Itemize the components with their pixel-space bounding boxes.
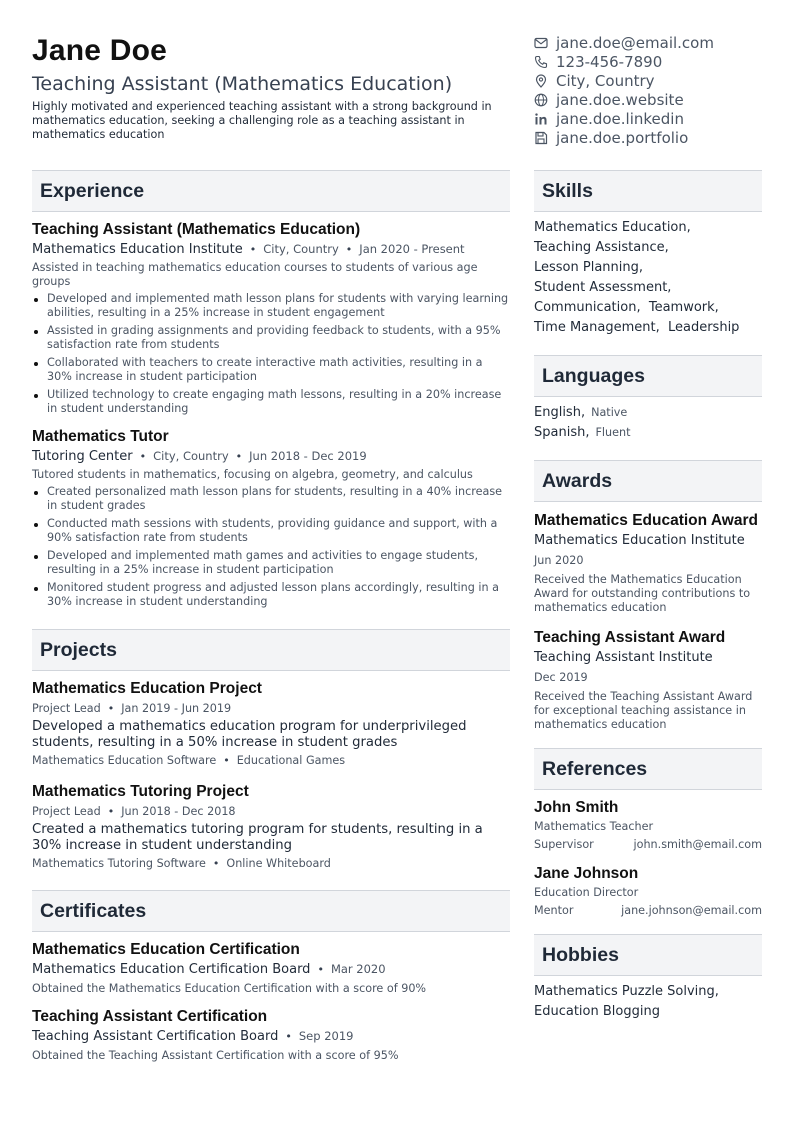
contact-website-text: jane.doe.website <box>556 90 684 109</box>
separator-dot: • <box>107 702 115 715</box>
skill-line: Time Management, Leadership <box>534 320 740 335</box>
contact-linkedin-text: jane.doe.linkedin <box>556 109 684 128</box>
certificates-heading <box>32 890 510 932</box>
hobby-line: Mathematics Puzzle Solving, <box>534 984 719 999</box>
hobbies-heading <box>534 934 762 976</box>
project-meta <box>32 805 510 818</box>
skill-line: Student Assessment, <box>534 280 672 295</box>
award-description: Received the Mathematics Education Award for outstanding contributions to mathematics education <box>534 573 751 614</box>
job-description: Tutored students in mathematics, focusing on algebra, geometry, and calculus <box>32 468 473 481</box>
hobby-line: Education Blogging <box>534 1004 660 1019</box>
skills-heading-text: Skills <box>542 179 593 202</box>
reference-email[interactable]: john.smith@email.com <box>633 838 762 851</box>
language-level: Fluent <box>595 426 631 439</box>
skill-line: Communication, Teamwork, <box>534 300 719 315</box>
languages-list <box>534 403 762 443</box>
hobbies-list <box>534 982 762 1022</box>
job-description: Assisted in teaching mathematics education courses to students of various age groups <box>32 261 478 288</box>
job-meta <box>32 242 510 257</box>
job-bullet: Conducted math sessions with students, providing guidance and support, with a 90% satisfaction rate from students <box>32 517 510 545</box>
contact-phone-text: 123-456-7890 <box>556 52 663 71</box>
references-heading-text: References <box>542 757 648 780</box>
job-bullet: Developed and implemented math lesson plans for students with varying learning abilities, resulting in a 25% increase in student engagement <box>32 292 510 320</box>
contact-portfolio[interactable] <box>534 128 764 147</box>
candidate-role: Teaching Assistant (Mathematics Education) <box>32 73 453 95</box>
summary: Highly motivated and experienced teaching assistant with a strong background in mathematics education, seeking a challenging role as a teaching assistant in mathematics education <box>32 100 492 141</box>
awards-heading-text: Awards <box>542 469 613 492</box>
language-level: Native <box>591 406 628 419</box>
separator-dot: • <box>235 450 243 463</box>
experience-item <box>32 428 510 609</box>
contact-location-text: City, Country <box>556 71 655 90</box>
languages-heading-text: Languages <box>542 364 645 387</box>
job-bullet: Utilized technology to create engaging math lessons, resulting in a 20% increase in student understanding <box>32 388 510 416</box>
certificate-meta <box>32 962 510 977</box>
side-column <box>534 170 762 1022</box>
location-icon <box>534 74 548 88</box>
separator-dot: • <box>285 1030 292 1043</box>
reference-relation: Supervisor <box>534 838 594 851</box>
certificates-heading-text: Certificates <box>40 899 147 922</box>
contact-website[interactable] <box>534 90 764 109</box>
award-title: Mathematics Education Award <box>534 512 758 529</box>
reference-name: John Smith <box>534 799 619 816</box>
project-role: Project Lead <box>32 702 101 715</box>
reference-email[interactable]: jane.johnson@email.com <box>621 904 762 917</box>
certificate-issuer: Teaching Assistant Certification Board <box>32 1029 279 1044</box>
reference-contact <box>534 904 762 917</box>
awards-heading <box>534 460 762 502</box>
job-company: Tutoring Center <box>32 449 133 464</box>
project-tag: Educational Games <box>236 754 346 767</box>
certificate-title: Teaching Assistant Certification <box>32 1008 268 1025</box>
job-location: City, Country <box>153 449 229 463</box>
linkedin-icon <box>534 112 548 126</box>
contact-linkedin[interactable] <box>534 109 764 128</box>
job-bullet: Collaborated with teachers to create interactive math activities, resulting in a 30% increase in student participation <box>32 356 510 384</box>
award-description: Received the Teaching Assistant Award for exceptional teaching assistance in mathematics education <box>534 690 753 731</box>
award-item <box>534 511 762 615</box>
award-org: Mathematics Education Institute <box>534 533 745 548</box>
project-tags <box>32 857 510 870</box>
certificate-issuer: Mathematics Education Certification Board <box>32 962 311 977</box>
language-name: Spanish, <box>534 425 590 440</box>
globe-icon <box>534 93 548 107</box>
skill-line: Mathematics Education, <box>534 220 691 235</box>
experience-heading <box>32 170 510 212</box>
reference-title: Education Director <box>534 886 639 899</box>
skill-line: Teaching Assistance, <box>534 240 669 255</box>
job-title: Teaching Assistant (Mathematics Education) <box>32 221 361 238</box>
reference-name: Jane Johnson <box>534 865 639 882</box>
contact-email[interactable] <box>534 33 764 52</box>
projects-heading <box>32 629 510 671</box>
job-bullet: Monitored student progress and adjusted lesson plans accordingly, resulting in a 30% increase in student understanding <box>32 581 510 609</box>
job-location: City, Country <box>263 242 339 256</box>
candidate-name: Jane Doe <box>32 34 167 67</box>
project-item <box>32 783 510 870</box>
contact-phone[interactable] <box>534 52 764 71</box>
project-tags <box>32 754 510 767</box>
job-bullet: Assisted in grading assignments and providing feedback to students, with a 95% satisfaction rate from students <box>32 324 510 352</box>
job-bullet: Developed and implemented math games and activities to engage students, resulting in a 25% increase in student participation <box>32 549 510 577</box>
separator-dot: • <box>249 243 257 256</box>
job-dates: Jan 2020 - Present <box>359 242 465 256</box>
project-title: Mathematics Tutoring Project <box>32 783 249 800</box>
experience-heading-text: Experience <box>40 179 145 202</box>
job-company: Mathematics Education Institute <box>32 242 243 257</box>
job-dates: Jun 2018 - Dec 2019 <box>249 449 367 463</box>
projects-heading-text: Projects <box>40 638 117 661</box>
award-org: Teaching Assistant Institute <box>534 650 713 665</box>
award-date: Dec 2019 <box>534 671 588 684</box>
contact-list <box>534 33 764 147</box>
certificate-description: Obtained the Mathematics Education Certification with a score of 90% <box>32 982 427 995</box>
certificate-description: Obtained the Teaching Assistant Certification with a score of 95% <box>32 1049 399 1062</box>
project-tag: Mathematics Education Software <box>32 754 217 767</box>
certificate-meta <box>32 1029 510 1044</box>
portfolio-icon <box>534 131 548 145</box>
project-item <box>32 680 510 767</box>
project-tag: Mathematics Tutoring Software <box>32 857 206 870</box>
award-item <box>534 628 762 732</box>
separator-dot: • <box>223 754 230 767</box>
separator-dot: • <box>345 243 353 256</box>
reference-contact <box>534 838 762 851</box>
skills-heading <box>534 170 762 212</box>
certificate-item <box>32 1008 510 1063</box>
hobbies-heading-text: Hobbies <box>542 943 619 966</box>
job-bullets <box>32 292 510 416</box>
job-meta <box>32 449 510 464</box>
job-title: Mathematics Tutor <box>32 428 169 445</box>
experience-item <box>32 221 510 416</box>
certificate-item <box>32 941 510 996</box>
reference-item <box>534 799 762 851</box>
reference-title: Mathematics Teacher <box>534 820 654 833</box>
language-item <box>534 423 762 443</box>
project-meta <box>32 702 510 715</box>
project-title: Mathematics Education Project <box>32 680 262 697</box>
reference-item <box>534 865 762 917</box>
project-dates: Jun 2018 - Dec 2018 <box>121 805 236 818</box>
main-column <box>32 170 510 1063</box>
project-dates: Jan 2019 - Jun 2019 <box>121 702 232 715</box>
reference-relation: Mentor <box>534 904 574 917</box>
contact-location <box>534 71 764 90</box>
job-bullet: Created personalized math lesson plans for students, resulting in a 40% increase in student grades <box>32 485 510 513</box>
language-name: English, <box>534 405 586 420</box>
separator-dot: • <box>107 805 115 818</box>
languages-heading <box>534 355 762 397</box>
certificate-date: Sep 2019 <box>298 1029 354 1043</box>
project-role: Project Lead <box>32 805 101 818</box>
skill-line: Lesson Planning, <box>534 260 644 275</box>
separator-dot: • <box>317 963 324 976</box>
phone-icon <box>534 55 548 69</box>
certificate-title: Mathematics Education Certification <box>32 941 300 958</box>
email-icon <box>534 36 548 50</box>
job-bullets <box>32 485 510 609</box>
award-date: Jun 2020 <box>534 554 584 567</box>
separator-dot: • <box>139 450 147 463</box>
references-heading <box>534 748 762 790</box>
skills-list <box>534 218 762 338</box>
certificate-date: Mar 2020 <box>330 962 386 976</box>
separator-dot: • <box>212 857 220 870</box>
project-description: Created a mathematics tutoring program for students, resulting in a 30% increase in student understanding <box>32 822 483 853</box>
contact-email-text: jane.doe@email.com <box>556 33 714 52</box>
contact-portfolio-text: jane.doe.portfolio <box>556 128 689 147</box>
project-description: Developed a mathematics education program for underprivileged students, resulting in a 50% increase in student grades <box>32 719 467 750</box>
language-item <box>534 403 762 423</box>
project-tag: Online Whiteboard <box>226 857 331 870</box>
award-title: Teaching Assistant Award <box>534 629 726 646</box>
